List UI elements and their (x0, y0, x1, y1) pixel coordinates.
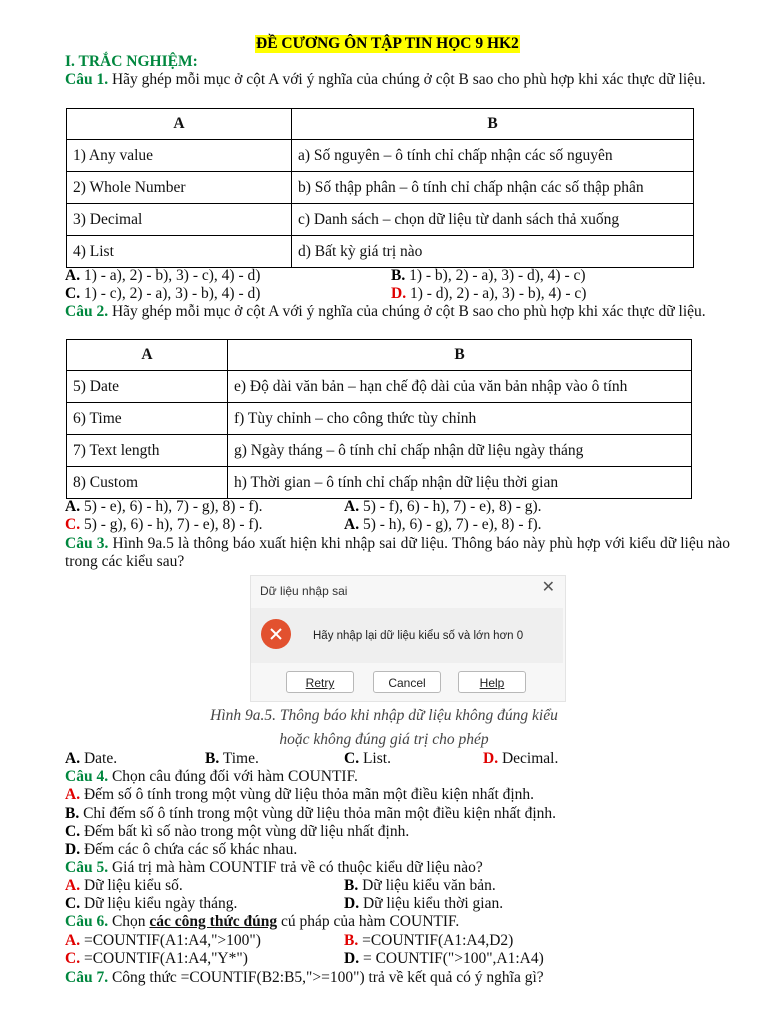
question-label: Câu 6. (65, 913, 109, 930)
answer-letter: C. (65, 895, 81, 912)
error-dialog-figure (250, 575, 566, 702)
question-label: Câu 7. (65, 969, 109, 986)
table-cell: 3) Decimal (67, 204, 292, 236)
answer-option (65, 750, 117, 768)
answer-option (65, 932, 261, 950)
answer-text: 5) - h), 6) - g), 7) - e), 8) - f). (362, 516, 542, 533)
column-header-b: B (292, 109, 694, 140)
answer-letter: B. (205, 750, 220, 767)
answer-text: 1) - b), 2) - a), 3) - d), 4) - c) (409, 267, 586, 284)
answer-letter: D. (344, 895, 360, 912)
table-cell: 1) Any value (67, 140, 292, 172)
table-cell: a) Số nguyên – ô tính chỉ chấp nhận các số nguyên (292, 140, 694, 172)
answer-text: 1) - a), 2) - b), 3) - c), 4) - d) (83, 267, 261, 284)
answer-option (344, 895, 503, 913)
answer-letter: A. (65, 750, 81, 767)
answer-letter: D. (483, 750, 499, 767)
answer-text: Dữ liệu kiểu văn bản. (362, 877, 496, 894)
answer-text: Decimal. (501, 750, 559, 767)
question-text: Công thức =COUNTIF(B2:B5,">=100") trả về kết quả có ý nghĩa gì? (111, 969, 544, 986)
help-button (458, 671, 526, 693)
document-title: ĐỀ CƯƠNG ÔN TẬP TIN HỌC 9 HK2 (256, 35, 519, 52)
question-1 (65, 71, 730, 89)
table-cell: e) Độ dài văn bản – hạn chế độ dài của văn bản nhập vào ô tính (228, 371, 692, 403)
question-3 (65, 535, 730, 571)
question-text: Giá trị mà hàm COUNTIF trả về có thuộc kiểu dữ liệu nào? (111, 859, 483, 876)
table-cell: h) Thời gian – ô tính chỉ chấp nhận dữ liệu thời gian (228, 467, 692, 499)
question-emphasis: các công thức đúng (149, 913, 278, 930)
answer-letter: D. (344, 950, 360, 967)
answer-text: Dữ liệu kiểu số. (83, 877, 183, 894)
column-header-a: A (67, 340, 228, 371)
matching-table-1 (66, 108, 694, 268)
question-text: cú pháp của hàm COUNTIF. (281, 913, 460, 930)
answer-letter: A. (344, 516, 360, 533)
table-cell: 8) Custom (67, 467, 228, 499)
answer-option (65, 950, 248, 968)
answer-text: Đếm số ô tính trong một vùng dữ liệu thỏa mãn một điều kiện nhất định. (83, 786, 535, 803)
answer-text: Dữ liệu kiểu ngày tháng. (83, 895, 238, 912)
answer-text: 1) - c), 2) - a), 3) - b), 4) - d) (83, 285, 261, 302)
answer-option (391, 285, 586, 303)
answer-option (65, 841, 297, 859)
table-cell: f) Tùy chỉnh – cho công thức tùy chỉnh (228, 403, 692, 435)
answer-option (344, 498, 542, 516)
column-header-b: B (228, 340, 692, 371)
answer-letter: B. (391, 267, 406, 284)
cancel-button (373, 671, 441, 693)
answer-option (344, 932, 513, 950)
question-text: Hình 9a.5 là thông báo xuất hiện khi nhập sai dữ liệu. Thông báo này phù hợp với kiểu dữ liệu nào trong các kiểu sau? (65, 535, 731, 570)
answer-option (65, 805, 556, 823)
question-text: Chọn câu đúng đối với hàm COUNTIF. (111, 768, 358, 785)
answer-option (344, 950, 544, 968)
answer-letter: A. (65, 877, 81, 894)
answer-letter: C. (65, 516, 81, 533)
question-text: Chọn (111, 913, 146, 930)
answer-letter: B. (344, 932, 359, 949)
answer-option (344, 516, 542, 534)
answer-text: Chỉ đếm số ô tính trong một vùng dữ liệu thỏa mãn một điều kiện nhất định. (83, 805, 557, 822)
figure-caption: hoặc không đúng giá trị cho phép (279, 731, 489, 748)
matching-table-2 (66, 339, 692, 499)
question-4 (65, 768, 358, 786)
error-icon (261, 619, 291, 649)
answer-option (391, 267, 586, 285)
answer-text: =COUNTIF(A1:A4,D2) (362, 932, 514, 949)
question-text: Hãy ghép mỗi mục ở cột A với ý nghĩa của chúng ở cột B sao cho phù hợp khi xác thực dữ liệu. (111, 303, 706, 320)
column-header-a: A (67, 109, 292, 140)
answer-letter: B. (344, 877, 359, 894)
answer-text: 5) - f), 6) - h), 7) - e), 8) - g). (362, 498, 542, 515)
answer-option (65, 267, 260, 285)
close-icon: ✕ (541, 579, 555, 596)
answer-letter: A. (65, 786, 81, 803)
answer-letter: A. (344, 498, 360, 515)
retry-button (286, 671, 354, 693)
answer-option (65, 498, 263, 516)
answer-text: 5) - g), 6) - h), 7) - e), 8) - f). (83, 516, 263, 533)
table-cell: 6) Time (67, 403, 228, 435)
section-heading: I. TRẮC NGHIỆM: (65, 53, 198, 70)
answer-option (65, 786, 534, 804)
answer-text: =COUNTIF(A1:A4,"Y*") (83, 950, 248, 967)
table-cell: b) Số thập phân – ô tính chỉ chấp nhận các số thập phân (292, 172, 694, 204)
question-label: Câu 5. (65, 859, 109, 876)
answer-option (65, 895, 237, 913)
answer-text: Dữ liệu kiểu thời gian. (362, 895, 504, 912)
answer-text: 5) - e), 6) - h), 7) - g), 8) - f). (83, 498, 263, 515)
answer-text: Date. (83, 750, 118, 767)
question-2 (65, 303, 730, 321)
answer-letter: C. (65, 950, 81, 967)
answer-letter: A. (65, 267, 81, 284)
answer-option (65, 285, 260, 303)
answer-letter: A. (65, 498, 81, 515)
question-text: Hãy ghép mỗi mục ở cột A với ý nghĩa của chúng ở cột B sao cho phù hợp khi xác thực dữ liệu. (111, 71, 706, 88)
answer-text: Đếm bất kì số nào trong một vùng dữ liệu nhất định. (83, 823, 410, 840)
answer-option (65, 823, 409, 841)
table-cell: g) Ngày tháng – ô tính chỉ chấp nhận dữ liệu ngày tháng (228, 435, 692, 467)
answer-option (483, 750, 558, 768)
question-label: Câu 3. (65, 535, 109, 552)
question-5 (65, 859, 483, 877)
table-cell: 7) Text length (67, 435, 228, 467)
dialog-message: Hãy nhập lại dữ liệu kiểu số và lớn hơn 0 (313, 630, 524, 642)
question-6 (65, 913, 459, 931)
question-label: Câu 2. (65, 303, 109, 320)
question-label: Câu 1. (65, 71, 109, 88)
answer-option (205, 750, 259, 768)
help-label: Help (479, 676, 505, 690)
answer-text: = COUNTIF(">100",A1:A4) (362, 950, 544, 967)
answer-letter: C. (65, 823, 81, 840)
cancel-label: Cancel (388, 676, 426, 690)
dialog-body (251, 608, 563, 663)
answer-option (65, 516, 263, 534)
answer-letter: D. (391, 285, 407, 302)
answer-text: List. (362, 750, 391, 767)
table-cell: 5) Date (67, 371, 228, 403)
figure-caption: Hình 9a.5. Thông báo khi nhập dữ liệu không đúng kiểu (210, 707, 558, 724)
answer-text: =COUNTIF(A1:A4,">100") (83, 932, 261, 949)
answer-letter: D. (65, 841, 81, 858)
answer-text: Time. (222, 750, 259, 767)
question-7 (65, 969, 544, 987)
table-cell: c) Danh sách – chọn dữ liệu từ danh sách thả xuống (292, 204, 694, 236)
table-cell: 2) Whole Number (67, 172, 292, 204)
question-label: Câu 4. (65, 768, 109, 785)
table-cell: 4) List (67, 236, 292, 268)
answer-letter: C. (65, 285, 81, 302)
answer-option (65, 877, 183, 895)
table-cell: d) Bất kỳ giá trị nào (292, 236, 694, 268)
answer-letter: B. (65, 805, 80, 822)
answer-letter: C. (344, 750, 360, 767)
answer-option (344, 877, 496, 895)
retry-label: Retry (305, 676, 335, 690)
answer-letter: A. (65, 932, 81, 949)
answer-option (344, 750, 391, 768)
answer-text: 1) - d), 2) - a), 3) - b), 4) - c) (409, 285, 587, 302)
answer-text: Đếm các ô chứa các số khác nhau. (83, 841, 298, 858)
dialog-title: Dữ liệu nhập sai (260, 584, 348, 598)
